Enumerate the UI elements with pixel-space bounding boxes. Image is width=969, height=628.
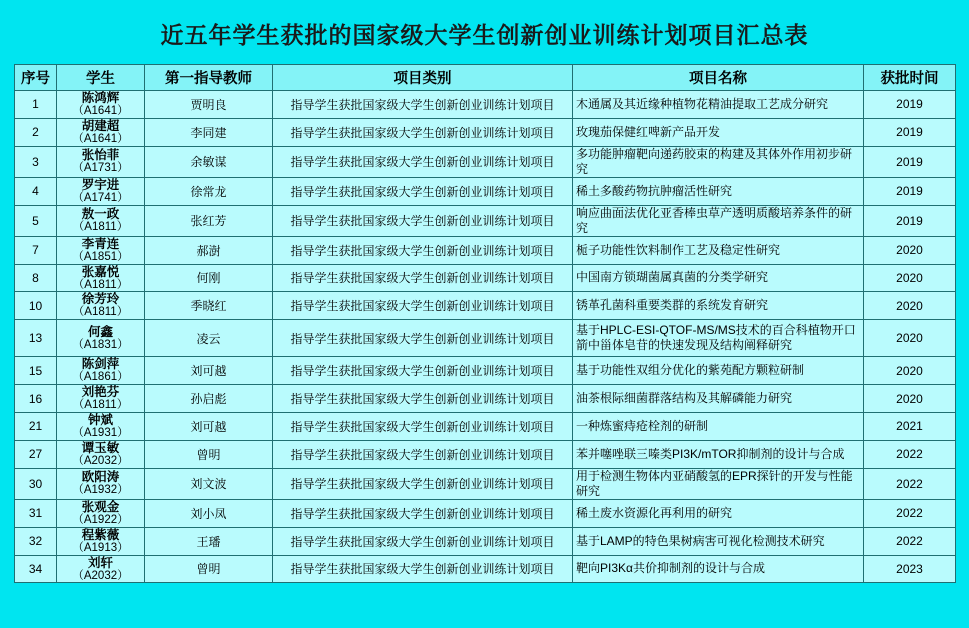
student-name: 程紫薇	[81, 527, 120, 542]
student-name: 刘轩	[87, 555, 113, 570]
cell-student	[57, 527, 145, 555]
cell-index: 34	[15, 555, 57, 583]
page-title: 近五年学生获批的国家级大学生创新创业训练计划项目汇总表	[160, 23, 809, 48]
student-class: （A1741）	[72, 191, 129, 204]
cell-project: 玫瑰茄保健红啤新产品开发	[573, 118, 864, 146]
student-class: （A1851）	[72, 250, 129, 263]
cell-index: 4	[15, 177, 57, 205]
cell-index: 16	[15, 385, 57, 413]
cell-teacher: 季晓红	[145, 292, 273, 320]
cell-project: 油茶根际细菌群落结构及其解磷能力研究	[573, 385, 864, 413]
column-header-teacher: 第一指导教师	[145, 65, 273, 91]
student-name: 钟斌	[87, 413, 113, 427]
cell-teacher: 凌云	[145, 320, 273, 357]
cell-teacher: 刘可越	[145, 357, 273, 385]
cell-category: 指导学生获批国家级大学生创新创业训练计划项目	[273, 555, 573, 583]
cell-year: 2022	[864, 527, 956, 555]
cell-teacher: 曾明	[145, 440, 273, 468]
cell-year: 2020	[864, 320, 956, 357]
cell-year: 2022	[864, 499, 956, 527]
cell-category: 指导学生获批国家级大学生创新创业训练计划项目	[273, 320, 573, 357]
cell-category: 指导学生获批国家级大学生创新创业训练计划项目	[273, 236, 573, 264]
table-row	[15, 527, 956, 555]
cell-student	[57, 320, 145, 357]
cell-category: 指导学生获批国家级大学生创新创业训练计划项目	[273, 146, 573, 177]
cell-teacher: 郝澍	[145, 236, 273, 264]
cell-category: 指导学生获批国家级大学生创新创业训练计划项目	[273, 177, 573, 205]
cell-student	[57, 91, 145, 119]
cell-year: 2023	[864, 555, 956, 583]
cell-project: 基于HPLC-ESI-QTOF-MS/MS技术的百合科植物开口箭中甾体皂苷的快速发现及结构阐释研究	[573, 320, 864, 357]
table-row	[15, 146, 956, 177]
cell-student	[57, 440, 145, 468]
cell-index: 31	[15, 499, 57, 527]
column-header-year: 获批时间	[864, 65, 956, 91]
cell-teacher: 李同建	[145, 118, 273, 146]
student-name: 张嘉悦	[81, 264, 120, 279]
student-name: 胡建超	[81, 118, 120, 133]
column-header-category: 项目类别	[273, 65, 573, 91]
cell-student	[57, 357, 145, 385]
cell-teacher: 徐常龙	[145, 177, 273, 205]
cell-year: 2019	[864, 91, 956, 119]
cell-category: 指导学生获批国家级大学生创新创业训练计划项目	[273, 264, 573, 292]
cell-project: 锈革孔菌科重要类群的系统发育研究	[573, 292, 864, 320]
cell-index: 8	[15, 264, 57, 292]
cell-category: 指导学生获批国家级大学生创新创业训练计划项目	[273, 413, 573, 441]
column-header-index: 序号	[15, 65, 57, 91]
table-header-row	[15, 65, 956, 91]
table-row	[15, 91, 956, 119]
student-class: （A1731）	[72, 162, 129, 175]
table-row	[15, 177, 956, 205]
cell-teacher: 余敏谋	[145, 146, 273, 177]
cell-category: 指导学生获批国家级大学生创新创业训练计划项目	[273, 205, 573, 236]
cell-student	[57, 236, 145, 264]
student-name: 欧阳涛	[81, 470, 120, 485]
cell-year: 2021	[864, 413, 956, 441]
student-name: 张怡菲	[81, 148, 120, 163]
cell-category: 指导学生获批国家级大学生创新创业训练计划项目	[273, 385, 573, 413]
cell-year: 2022	[864, 440, 956, 468]
cell-teacher: 刘可越	[145, 413, 273, 441]
cell-year: 2020	[864, 292, 956, 320]
cell-project: 基于LAMP的特色果树病害可视化检测技术研究	[573, 527, 864, 555]
cell-year: 2022	[864, 468, 956, 499]
student-class: （A1932）	[72, 484, 129, 497]
table-row	[15, 236, 956, 264]
cell-project: 靶向PI3Kα共价抑制剂的设计与合成	[573, 555, 864, 583]
cell-category: 指导学生获批国家级大学生创新创业训练计划项目	[273, 118, 573, 146]
cell-index: 7	[15, 236, 57, 264]
cell-teacher: 曾明	[145, 555, 273, 583]
cell-teacher: 贾明良	[145, 91, 273, 119]
table-row	[15, 357, 956, 385]
cell-year: 2019	[864, 118, 956, 146]
student-class: （A1641）	[72, 132, 129, 145]
student-class: （A1811）	[72, 221, 129, 234]
student-name: 谭玉敏	[81, 440, 120, 455]
cell-student	[57, 468, 145, 499]
cell-index: 3	[15, 146, 57, 177]
cell-project: 多功能肿瘤靶向递药胶束的构建及其体外作用初步研究	[573, 146, 864, 177]
cell-index: 13	[15, 320, 57, 357]
cell-index: 1	[15, 91, 57, 119]
cell-category: 指导学生获批国家级大学生创新创业训练计划项目	[273, 91, 573, 119]
cell-teacher: 刘小凤	[145, 499, 273, 527]
cell-year: 2019	[864, 177, 956, 205]
cell-project: 木通属及其近缘种植物花精油提取工艺成分研究	[573, 91, 864, 119]
cell-student	[57, 177, 145, 205]
cell-project: 用于检测生物体内亚硝酸氢的EPR探针的开发与性能研究	[573, 468, 864, 499]
student-name: 罗宇进	[81, 177, 120, 192]
cell-teacher: 孙启彪	[145, 385, 273, 413]
cell-teacher: 王璠	[145, 527, 273, 555]
table-row	[15, 118, 956, 146]
cell-student	[57, 499, 145, 527]
student-class: （A2032）	[72, 454, 129, 467]
table-row	[15, 292, 956, 320]
cell-year: 2019	[864, 146, 956, 177]
table-row	[15, 555, 956, 583]
cell-index: 15	[15, 357, 57, 385]
cell-teacher: 刘文波	[145, 468, 273, 499]
table-row	[15, 499, 956, 527]
cell-index: 27	[15, 440, 57, 468]
column-header-student: 学生	[57, 65, 145, 91]
cell-index: 5	[15, 205, 57, 236]
student-class: （A1861）	[72, 371, 129, 384]
cell-year: 2019	[864, 205, 956, 236]
column-header-project: 项目名称	[573, 65, 864, 91]
cell-index: 21	[15, 413, 57, 441]
cell-student	[57, 205, 145, 236]
cell-category: 指导学生获批国家级大学生创新创业训练计划项目	[273, 292, 573, 320]
student-name: 徐芳玲	[81, 292, 120, 307]
student-class: （A1922）	[72, 513, 129, 526]
student-name: 陈剑萍	[81, 357, 120, 372]
student-class: （A1811）	[72, 399, 129, 412]
student-name: 敖一政	[81, 207, 120, 222]
cell-year: 2020	[864, 236, 956, 264]
cell-project: 稀土废水资源化再利用的研究	[573, 499, 864, 527]
cell-project: 栀子功能性饮料制作工艺及稳定性研究	[573, 236, 864, 264]
student-class: （A1831）	[72, 338, 129, 351]
cell-category: 指导学生获批国家级大学生创新创业训练计划项目	[273, 499, 573, 527]
cell-category: 指导学生获批国家级大学生创新创业训练计划项目	[273, 440, 573, 468]
table-row	[15, 468, 956, 499]
cell-index: 32	[15, 527, 57, 555]
table-row	[15, 385, 956, 413]
cell-teacher: 何刚	[145, 264, 273, 292]
table-row	[15, 205, 956, 236]
cell-student	[57, 146, 145, 177]
cell-student	[57, 264, 145, 292]
cell-student	[57, 385, 145, 413]
cell-teacher: 张红芳	[145, 205, 273, 236]
cell-category: 指导学生获批国家级大学生创新创业训练计划项目	[273, 468, 573, 499]
cell-project: 基于功能性双组分优化的紫苑配方颗粒研制	[573, 357, 864, 385]
cell-index: 30	[15, 468, 57, 499]
student-name: 陈鸿辉	[81, 91, 120, 105]
cell-category: 指导学生获批国家级大学生创新创业训练计划项目	[273, 357, 573, 385]
cell-student	[57, 413, 145, 441]
student-class: （A2032）	[72, 569, 129, 582]
cell-project: 中国南方锁瑚菌属真菌的分类学研究	[573, 264, 864, 292]
cell-year: 2020	[864, 357, 956, 385]
cell-student	[57, 292, 145, 320]
cell-project: 响应曲面法优化亚香棒虫草产透明质酸培养条件的研究	[573, 205, 864, 236]
cell-project: 一种炼蜜痔疮栓剂的研制	[573, 413, 864, 441]
cell-index: 10	[15, 292, 57, 320]
cell-year: 2020	[864, 385, 956, 413]
cell-category: 指导学生获批国家级大学生创新创业训练计划项目	[273, 527, 573, 555]
cell-index: 2	[15, 118, 57, 146]
student-class: （A1811）	[72, 306, 129, 319]
student-name: 刘艳芬	[81, 385, 120, 400]
table-body	[15, 91, 956, 583]
student-name: 李青连	[81, 236, 120, 251]
cell-project: 苯并噻唑联三嗪类PI3K/mTOR抑制剂的设计与合成	[573, 440, 864, 468]
projects-table	[14, 64, 956, 583]
cell-year: 2020	[864, 264, 956, 292]
table-row	[15, 264, 956, 292]
student-class: （A1931）	[72, 427, 129, 439]
student-class: （A1811）	[72, 278, 129, 291]
cell-student	[57, 555, 145, 583]
table-row	[15, 440, 956, 468]
student-name: 何鑫	[87, 324, 113, 339]
student-class: （A1641）	[72, 105, 129, 117]
table-row	[15, 413, 956, 441]
student-name: 张观金	[81, 499, 120, 514]
table-row	[15, 320, 956, 357]
cell-project: 稀土多酸药物抗肿瘤活性研究	[573, 177, 864, 205]
cell-student	[57, 118, 145, 146]
student-class: （A1913）	[72, 541, 129, 554]
